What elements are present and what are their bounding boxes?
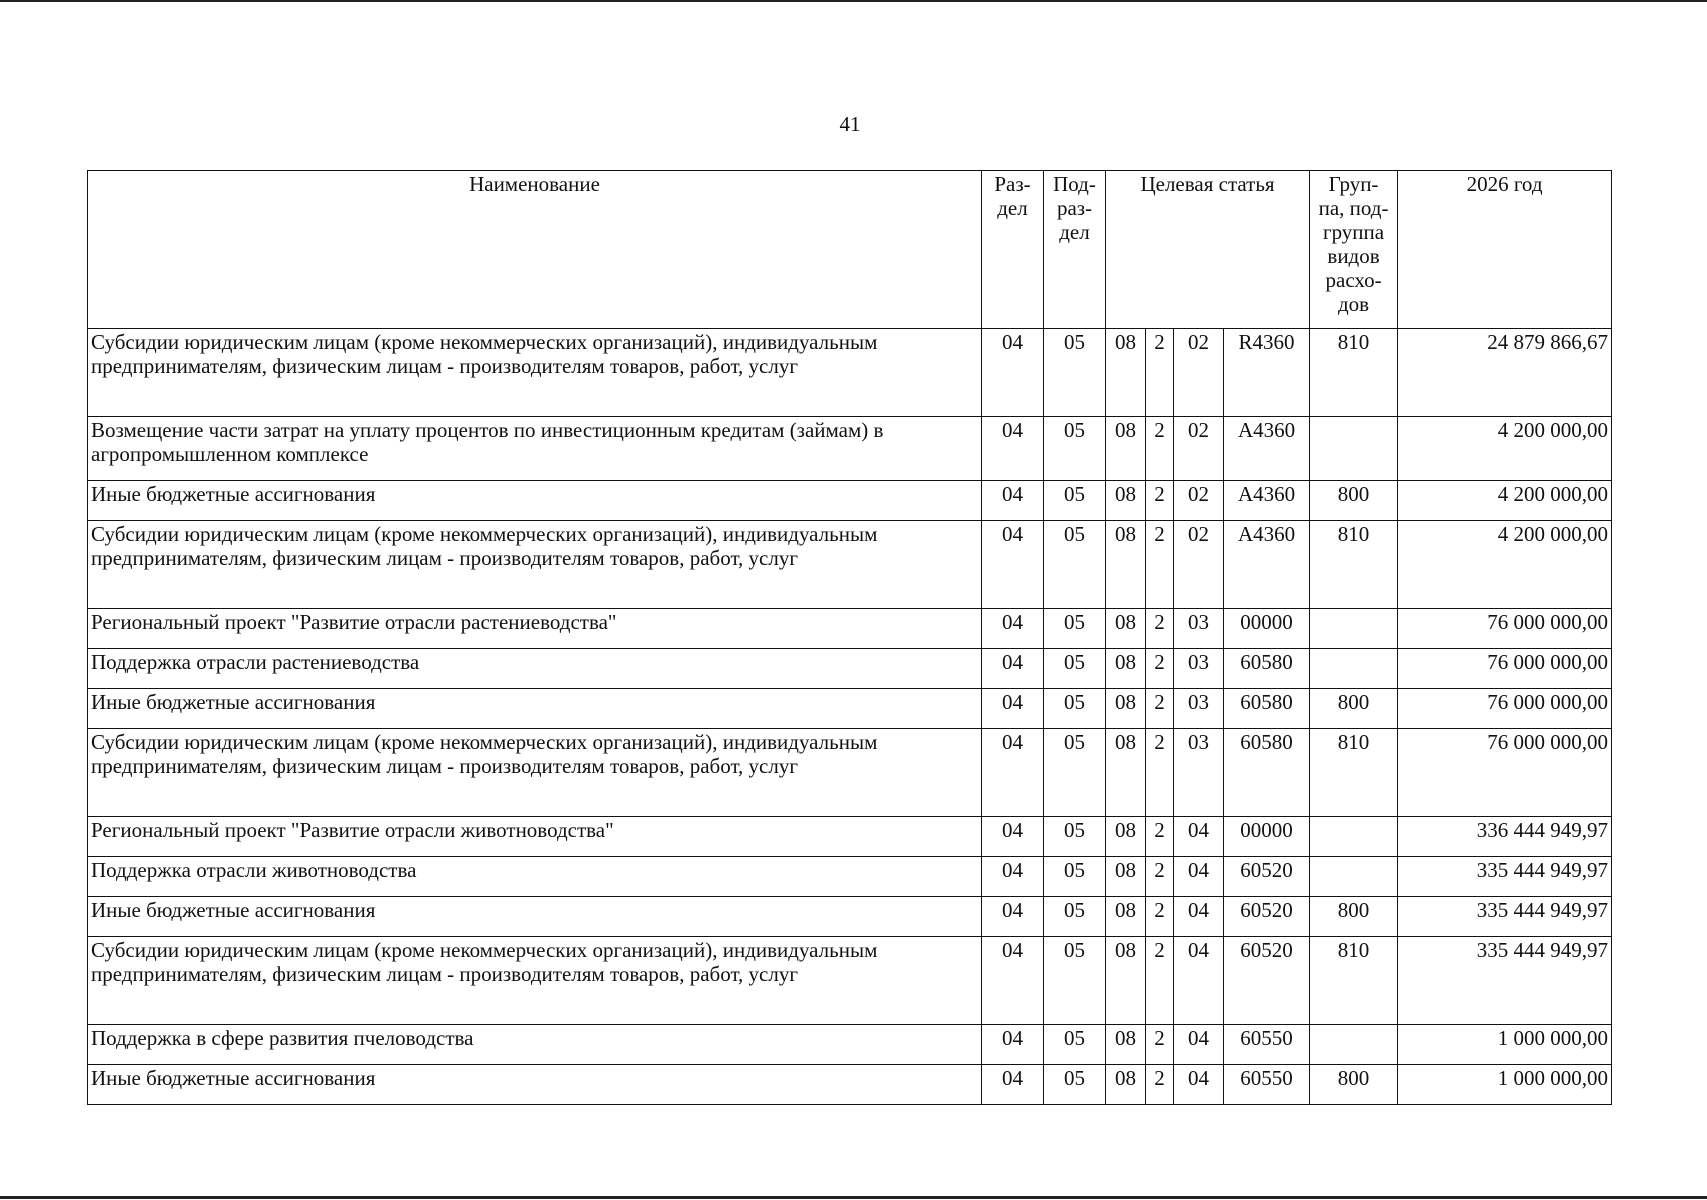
row-target-subprogram: 2	[1146, 729, 1174, 817]
table-header-row	[88, 171, 1612, 329]
row-amount-2026: 1 000 000,00	[1398, 1065, 1612, 1105]
row-name: Иные бюджетные ассигнования	[88, 689, 982, 729]
row-section: 04	[982, 329, 1044, 417]
row-expense-group: 800	[1310, 689, 1398, 729]
row-target-program: 08	[1106, 1065, 1146, 1105]
row-target-subprogram: 2	[1146, 689, 1174, 729]
row-section: 04	[982, 897, 1044, 937]
row-target-subprogram: 2	[1146, 897, 1174, 937]
row-subsection: 05	[1044, 897, 1106, 937]
row-target-program: 08	[1106, 937, 1146, 1025]
row-subsection: 05	[1044, 937, 1106, 1025]
row-section: 04	[982, 937, 1044, 1025]
row-target-direction: A4360	[1224, 417, 1310, 481]
row-subsection: 05	[1044, 521, 1106, 609]
row-amount-2026: 335 444 949,97	[1398, 937, 1612, 1025]
row-target-event: 04	[1174, 857, 1224, 897]
row-amount-2026: 76 000 000,00	[1398, 649, 1612, 689]
header-year: 2026 год	[1398, 171, 1612, 329]
row-expense-group: 810	[1310, 521, 1398, 609]
row-target-subprogram: 2	[1146, 857, 1174, 897]
row-expense-group	[1310, 609, 1398, 649]
row-target-event: 02	[1174, 521, 1224, 609]
row-subsection: 05	[1044, 729, 1106, 817]
row-section: 04	[982, 649, 1044, 689]
row-name: Субсидии юридическим лицам (кроме некоммерческих организаций), индивидуальным предпринимателям, физическим лицам - производителям товаров, работ, услуг	[88, 329, 982, 417]
row-subsection: 05	[1044, 481, 1106, 521]
row-name: Субсидии юридическим лицам (кроме некоммерческих организаций), индивидуальным предпринимателям, физическим лицам - производителям товаров, работ, услуг	[88, 729, 982, 817]
row-amount-2026: 335 444 949,97	[1398, 857, 1612, 897]
row-section: 04	[982, 817, 1044, 857]
table-row	[88, 609, 1612, 649]
row-target-direction: 60550	[1224, 1025, 1310, 1065]
row-target-program: 08	[1106, 649, 1146, 689]
row-target-subprogram: 2	[1146, 1065, 1174, 1105]
row-target-program: 08	[1106, 689, 1146, 729]
table-body	[88, 329, 1612, 1105]
row-target-event: 02	[1174, 329, 1224, 417]
row-subsection: 05	[1044, 1025, 1106, 1065]
row-target-program: 08	[1106, 1025, 1146, 1065]
row-expense-group: 810	[1310, 937, 1398, 1025]
row-target-subprogram: 2	[1146, 937, 1174, 1025]
table-row	[88, 521, 1612, 609]
header-expense-group: Груп- па, под- группа видов расхо- дов	[1310, 171, 1398, 329]
header-section: Раз- дел	[982, 171, 1044, 329]
row-amount-2026: 1 000 000,00	[1398, 1025, 1612, 1065]
header-subsection: Под- раз- дел	[1044, 171, 1106, 329]
row-section: 04	[982, 1025, 1044, 1065]
row-subsection: 05	[1044, 1065, 1106, 1105]
row-target-event: 04	[1174, 1065, 1224, 1105]
header-target-article: Целевая статья	[1106, 171, 1310, 329]
row-expense-group: 810	[1310, 729, 1398, 817]
table-row	[88, 417, 1612, 481]
row-target-program: 08	[1106, 481, 1146, 521]
row-section: 04	[982, 1065, 1044, 1105]
row-target-program: 08	[1106, 817, 1146, 857]
row-target-direction: 00000	[1224, 609, 1310, 649]
row-expense-group: 810	[1310, 329, 1398, 417]
row-subsection: 05	[1044, 417, 1106, 481]
row-expense-group	[1310, 857, 1398, 897]
top-border-line	[0, 0, 1707, 2]
row-name: Иные бюджетные ассигнования	[88, 481, 982, 521]
row-target-event: 03	[1174, 689, 1224, 729]
row-expense-group	[1310, 1025, 1398, 1065]
row-target-event: 04	[1174, 897, 1224, 937]
row-name: Поддержка отрасли животноводства	[88, 857, 982, 897]
row-target-direction: 60580	[1224, 649, 1310, 689]
row-amount-2026: 336 444 949,97	[1398, 817, 1612, 857]
row-section: 04	[982, 689, 1044, 729]
row-target-program: 08	[1106, 609, 1146, 649]
budget-table	[87, 170, 1612, 1105]
row-name: Региональный проект "Развитие отрасли животноводства"	[88, 817, 982, 857]
row-subsection: 05	[1044, 649, 1106, 689]
table-row	[88, 729, 1612, 817]
row-section: 04	[982, 609, 1044, 649]
row-name: Субсидии юридическим лицам (кроме некоммерческих организаций), индивидуальным предпринимателям, физическим лицам - производителям товаров, работ, услуг	[88, 521, 982, 609]
row-name: Возмещение части затрат на уплату процентов по инвестиционным кредитам (займам) в агропромышленном комплексе	[88, 417, 982, 481]
row-target-event: 02	[1174, 481, 1224, 521]
row-amount-2026: 4 200 000,00	[1398, 521, 1612, 609]
table-row	[88, 857, 1612, 897]
row-target-event: 04	[1174, 1025, 1224, 1065]
row-target-direction: 60520	[1224, 897, 1310, 937]
row-section: 04	[982, 729, 1044, 817]
row-amount-2026: 4 200 000,00	[1398, 481, 1612, 521]
row-target-direction: R4360	[1224, 329, 1310, 417]
row-target-event: 03	[1174, 729, 1224, 817]
table-row	[88, 897, 1612, 937]
row-target-event: 03	[1174, 609, 1224, 649]
table-row	[88, 1065, 1612, 1105]
table-row	[88, 1025, 1612, 1065]
row-target-program: 08	[1106, 897, 1146, 937]
page-number: 41	[839, 112, 861, 136]
row-target-event: 03	[1174, 649, 1224, 689]
row-amount-2026: 24 879 866,67	[1398, 329, 1612, 417]
row-target-direction: 00000	[1224, 817, 1310, 857]
row-section: 04	[982, 481, 1044, 521]
row-target-program: 08	[1106, 417, 1146, 481]
row-target-direction: 60550	[1224, 1065, 1310, 1105]
row-target-event: 04	[1174, 937, 1224, 1025]
table-row	[88, 481, 1612, 521]
row-target-subprogram: 2	[1146, 481, 1174, 521]
row-amount-2026: 335 444 949,97	[1398, 897, 1612, 937]
row-target-subprogram: 2	[1146, 649, 1174, 689]
row-name: Иные бюджетные ассигнования	[88, 1065, 982, 1105]
row-amount-2026: 76 000 000,00	[1398, 609, 1612, 649]
row-section: 04	[982, 857, 1044, 897]
row-target-program: 08	[1106, 521, 1146, 609]
row-expense-group: 800	[1310, 481, 1398, 521]
row-expense-group: 800	[1310, 1065, 1398, 1105]
row-target-subprogram: 2	[1146, 329, 1174, 417]
row-target-event: 04	[1174, 817, 1224, 857]
row-target-program: 08	[1106, 857, 1146, 897]
row-subsection: 05	[1044, 689, 1106, 729]
row-target-program: 08	[1106, 729, 1146, 817]
row-expense-group: 800	[1310, 897, 1398, 937]
row-expense-group	[1310, 417, 1398, 481]
row-section: 04	[982, 417, 1044, 481]
row-target-subprogram: 2	[1146, 817, 1174, 857]
row-name: Региональный проект "Развитие отрасли растениеводства"	[88, 609, 982, 649]
row-amount-2026: 76 000 000,00	[1398, 729, 1612, 817]
row-target-program: 08	[1106, 329, 1146, 417]
row-amount-2026: 76 000 000,00	[1398, 689, 1612, 729]
row-subsection: 05	[1044, 857, 1106, 897]
table-row	[88, 817, 1612, 857]
table-row	[88, 689, 1612, 729]
table-row	[88, 937, 1612, 1025]
table-row	[88, 649, 1612, 689]
row-target-direction: 60520	[1224, 937, 1310, 1025]
row-target-direction: 60580	[1224, 689, 1310, 729]
row-target-subprogram: 2	[1146, 1025, 1174, 1065]
row-section: 04	[982, 521, 1044, 609]
row-amount-2026: 4 200 000,00	[1398, 417, 1612, 481]
row-name: Субсидии юридическим лицам (кроме некоммерческих организаций), индивидуальным предпринимателям, физическим лицам - производителям товаров, работ, услуг	[88, 937, 982, 1025]
row-name: Иные бюджетные ассигнования	[88, 897, 982, 937]
row-target-direction: A4360	[1224, 521, 1310, 609]
row-target-direction: 60580	[1224, 729, 1310, 817]
row-name: Поддержка отрасли растениеводства	[88, 649, 982, 689]
row-target-direction: 60520	[1224, 857, 1310, 897]
row-expense-group	[1310, 817, 1398, 857]
row-subsection: 05	[1044, 329, 1106, 417]
row-target-subprogram: 2	[1146, 417, 1174, 481]
row-subsection: 05	[1044, 817, 1106, 857]
bottom-border-line	[0, 1196, 1707, 1199]
row-expense-group	[1310, 649, 1398, 689]
row-target-direction: A4360	[1224, 481, 1310, 521]
row-target-event: 02	[1174, 417, 1224, 481]
row-target-subprogram: 2	[1146, 521, 1174, 609]
table-row	[88, 329, 1612, 417]
row-target-subprogram: 2	[1146, 609, 1174, 649]
header-name: Наименование	[88, 171, 982, 329]
row-subsection: 05	[1044, 609, 1106, 649]
row-name: Поддержка в сфере развития пчеловодства	[88, 1025, 982, 1065]
